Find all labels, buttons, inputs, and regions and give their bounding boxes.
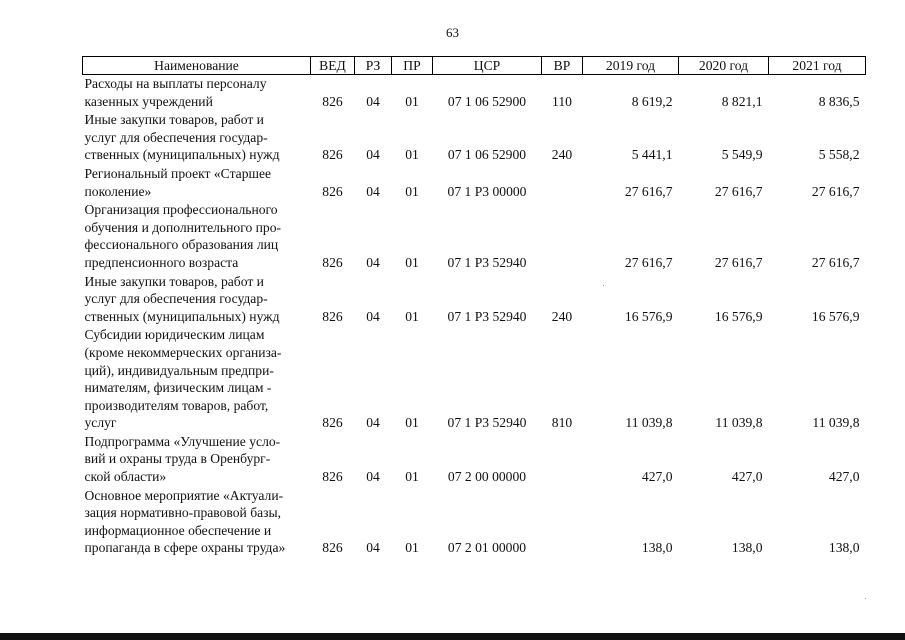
row-name-line: Расходы на выплаты персоналу: [84, 76, 267, 91]
row-name-line: услуг для обеспечения государ-: [84, 129, 268, 145]
row-value-2019: 11 039,8: [625, 415, 673, 431]
header-2019: 2019 год: [583, 57, 679, 75]
row-value-2019: 27 616,7: [624, 183, 673, 199]
row-vr: 810: [551, 415, 573, 431]
row-name-line: предпенсионного возраста: [84, 254, 239, 270]
row-rz: 04: [366, 147, 380, 163]
row-csr: 07 2 00 00000: [447, 469, 527, 485]
row-name-line: Региональный проект «Старшее: [84, 165, 272, 181]
row-vr: 110: [552, 93, 572, 109]
budget-table-container: [82, 56, 865, 558]
row-name-line: производителям товаров, работ,: [84, 397, 269, 413]
row-value-2020: 27 616,7: [714, 254, 763, 270]
table-header-row: [83, 57, 866, 75]
row-name-line: услуг для обеспечения государ-: [84, 291, 268, 307]
scan-speck: [603, 285, 604, 286]
table-row: [83, 111, 866, 165]
row-name-line: ской области»: [84, 469, 167, 485]
row-name-line: нимателям, физическим лицам -: [84, 380, 272, 396]
row-rz: 04: [366, 93, 380, 109]
row-value-2021: 27 616,7: [811, 183, 860, 199]
row-value-2021: 27 616,7: [811, 254, 860, 270]
row-csr: 07 2 01 00000: [447, 540, 527, 556]
row-name: [83, 201, 311, 272]
scan-speck: [865, 598, 866, 599]
row-ved: 826: [322, 147, 343, 163]
header-2020: 2020 год: [679, 57, 769, 75]
row-vr: [542, 165, 583, 201]
row-value-2021: 11 039,8: [812, 415, 860, 431]
row-name-line: услуг: [84, 415, 117, 431]
row-name-line: фессионального образования лиц: [84, 237, 279, 253]
row-name: [83, 165, 311, 201]
row-vr: 240: [551, 147, 573, 163]
table-row: [83, 201, 866, 272]
row-name-line: (кроме некоммерческих организа-: [84, 344, 282, 360]
header-ved: ВЕД: [311, 57, 355, 75]
row-rz: 04: [366, 183, 380, 199]
row-name-line: Организация профессионального: [84, 202, 278, 218]
header-csr: ЦСР: [433, 57, 542, 75]
row-ved: 826: [322, 93, 343, 109]
row-ved: 826: [322, 183, 343, 199]
row-vr: [542, 487, 583, 558]
row-ved: 826: [322, 415, 343, 431]
row-value-2019: 5 441,1: [631, 147, 673, 163]
row-name-line: ственных (муниципальных) нужд: [84, 147, 280, 163]
row-value-2020: 5 549,9: [721, 147, 763, 163]
row-value-2020: 16 576,9: [714, 308, 763, 324]
row-value-2021: 138,0: [828, 540, 860, 556]
row-value-2019: 427,0: [641, 469, 673, 485]
row-value-2020: 138,0: [731, 540, 763, 556]
row-value-2021: 8 836,5: [818, 93, 860, 109]
row-csr: 07 1 P3 00000: [447, 183, 527, 199]
row-name-line: ственных (муниципальных) нужд: [84, 308, 280, 324]
row-name-line: Подпрограмма «Улучшение усло-: [84, 433, 281, 449]
table-row: [83, 165, 866, 201]
row-name-line: Основное мероприятие «Актуали-: [84, 487, 284, 503]
row-name-line: поколение»: [84, 183, 152, 199]
row-csr: 07 1 P3 52940: [447, 308, 527, 324]
row-pr: 01: [405, 147, 419, 163]
budget-table: [82, 56, 866, 558]
row-rz: 04: [366, 308, 380, 324]
row-value-2020: 11 039,8: [715, 415, 763, 431]
header-rz: РЗ: [355, 57, 392, 75]
row-name-line: пропаганда в сфере охраны труда»: [84, 540, 286, 556]
row-rz: 04: [366, 469, 380, 485]
row-pr: 01: [405, 415, 419, 431]
table-row: [83, 487, 866, 558]
row-ved: 826: [322, 540, 343, 556]
row-rz: 04: [366, 254, 380, 270]
row-name-line: информационное обеспечение и: [84, 522, 272, 538]
row-csr: 07 1 06 52900: [447, 93, 527, 109]
table-row: [83, 273, 866, 327]
scan-bottom-edge: [0, 633, 905, 640]
row-value-2020: 27 616,7: [714, 183, 763, 199]
row-pr: 01: [405, 469, 419, 485]
row-csr: 07 1 06 52900: [447, 147, 527, 163]
row-name: [83, 487, 311, 558]
table-row: [83, 433, 866, 487]
table-row: [83, 75, 866, 112]
row-rz: 04: [366, 415, 380, 431]
row-value-2020: 8 821,1: [721, 93, 763, 109]
row-value-2021: 16 576,9: [811, 308, 860, 324]
row-value-2019: 8 619,2: [631, 93, 673, 109]
header-pr: ПР: [392, 57, 433, 75]
row-name-line: Иные закупки товаров, работ и: [84, 112, 264, 128]
row-value-2021: 5 558,2: [818, 147, 860, 163]
table-row: [83, 326, 866, 433]
row-pr: 01: [405, 93, 419, 109]
row-vr: [542, 201, 583, 272]
row-rz: 04: [366, 540, 380, 556]
row-name: [83, 75, 311, 112]
row-csr: 07 1 P3 52940: [447, 254, 527, 270]
row-name-line: казенных учреждений: [84, 93, 213, 109]
row-name-line: Субсидии юридическим лицам: [84, 327, 265, 343]
row-ved: 826: [322, 469, 343, 485]
row-name-line: Иные закупки товаров, работ и: [84, 273, 264, 289]
row-value-2019: 27 616,7: [624, 254, 673, 270]
row-name: [83, 433, 311, 487]
row-pr: 01: [405, 308, 419, 324]
page-number: 63: [446, 25, 459, 40]
row-name-line: обучения и дополнительного про-: [84, 219, 282, 235]
row-ved: 826: [322, 254, 343, 270]
row-pr: 01: [405, 540, 419, 556]
row-pr: 01: [405, 183, 419, 199]
row-name-line: ций), индивидуальным предпри-: [84, 362, 274, 378]
row-pr: 01: [405, 254, 419, 270]
row-value-2021: 427,0: [828, 469, 860, 485]
row-value-2019: 16 576,9: [624, 308, 673, 324]
header-name: Наименование: [83, 57, 311, 75]
row-vr: [542, 433, 583, 487]
row-ved: 826: [322, 308, 343, 324]
header-vr: ВР: [542, 57, 583, 75]
row-csr: 07 1 P3 52940: [447, 415, 527, 431]
row-name-line: зация нормативно-правовой базы,: [84, 505, 282, 521]
row-name: [83, 111, 311, 165]
row-name-line: вий и охраны труда в Оренбург-: [84, 451, 271, 467]
row-vr: 240: [551, 308, 573, 324]
row-value-2020: 427,0: [731, 469, 763, 485]
header-2021: 2021 год: [769, 57, 866, 75]
row-name: [83, 273, 311, 327]
row-value-2019: 138,0: [641, 540, 673, 556]
row-name: [83, 326, 311, 433]
